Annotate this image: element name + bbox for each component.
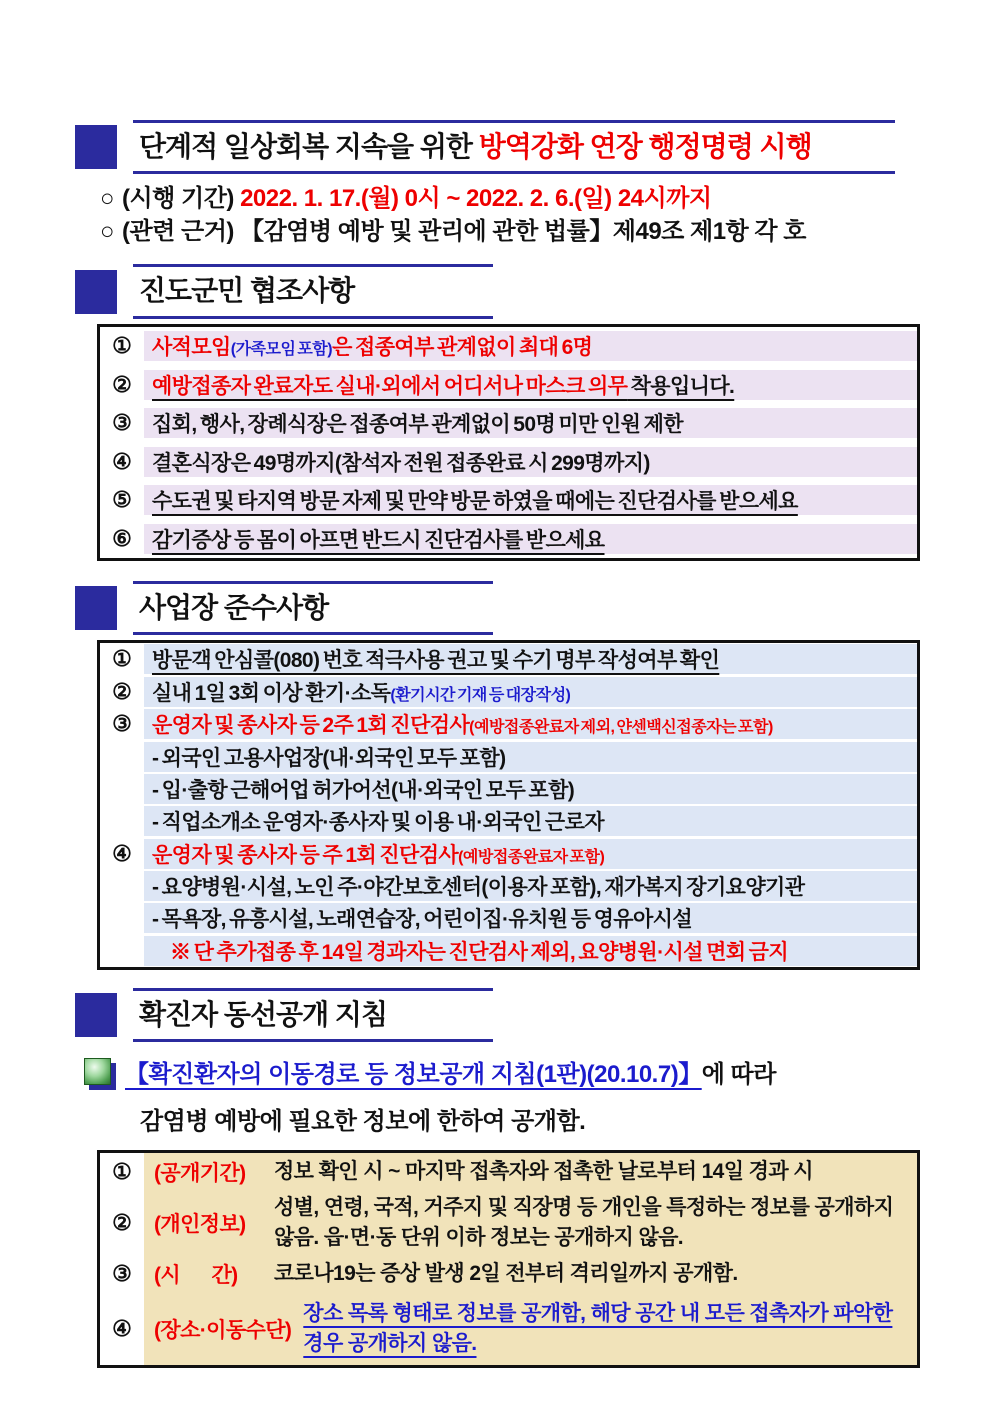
top-bullets (100, 182, 992, 248)
section-title: 확진자 동선공개 지침 (139, 999, 387, 1031)
circled-number: ① (100, 1153, 144, 1191)
route-line2: 감염병 예방에 필요한 정보에 한하여 공개함. (140, 1108, 586, 1136)
route-section-header (75, 988, 992, 1042)
section-title: 진도군민 협조사항 (139, 275, 355, 307)
list-item (100, 740, 917, 772)
item-note: ※ 단 추가접종 후 14일 경과자는 진단검사 제외, 요양병원·시설 면회 금지 (170, 940, 789, 964)
item-paren: (예방접종완료자 포함) (458, 848, 605, 866)
circled-number: ⑥ (100, 519, 144, 558)
list-item (100, 935, 917, 967)
item-paren: (환기시간 기재 등 대장작성) (390, 686, 571, 704)
row-text: 장소 목록 형태로 정보를 공개함, 해당 공간 내 모든 접촉자가 파악한 경우 공개하지 않음. (303, 1302, 893, 1356)
circled-number: ③ (100, 404, 144, 443)
list-item (100, 404, 917, 443)
table-row (100, 1293, 917, 1365)
row-label: (개인정보) (154, 1213, 246, 1237)
list-item (100, 519, 917, 558)
guideline-reference: 【확진환자의 이동경로 등 정보공개 지침(1판)(20.10.7)】 (125, 1061, 702, 1089)
list-item (100, 902, 917, 934)
row-label: (공개기간) (154, 1162, 246, 1186)
circled-number: ② (100, 676, 144, 708)
list-item (100, 365, 917, 404)
row-label: (장소·이동수단) (154, 1319, 292, 1343)
list-item (100, 838, 917, 870)
cooperation-section-header (75, 264, 992, 318)
circled-number: ① (100, 643, 144, 675)
item-text: - 요양병원·시설, 노인 주·야간보호센터(이용자 포함), 재가복지 장기요양기관 (152, 876, 805, 900)
item-text: - 외국인 고용사업장(내·외국인 모두 포함) (152, 746, 506, 770)
circle-bullet-icon: ○ (100, 185, 114, 213)
list-item (100, 676, 917, 708)
main-title-rule (133, 120, 895, 174)
item-text: 집회, 행사, 장례식장은 접종여부 관계없이 50명 미만 인원 제한 (152, 413, 683, 437)
item-text: 예방접종자 완료자도 실내·외에서 어디서나 마스크 의무 (152, 374, 628, 398)
circle-bullet-icon: ○ (100, 218, 114, 246)
section-marker-square-icon (75, 270, 117, 314)
page-title-black: 단계적 일상회복 지속을 위한 (139, 131, 479, 162)
item-text: 운영자 및 종사자 등 주 1회 진단검사 (152, 843, 459, 867)
list-item (100, 442, 917, 481)
bullet-label: (시행 기간) (122, 185, 241, 213)
item-text: 감기증상 등 몸이 아프면 반드시 진단검사를 받으세요 (152, 528, 605, 552)
list-item (100, 870, 917, 902)
item-paren: (가족모임 포함) (230, 341, 333, 359)
item-text: 결혼식장은 49명까지(참석자 전원 접종완료 시 299명까지) (152, 451, 650, 475)
item-paren: (예방접종완료자 제외, 얀센백신접종자는 포함) (469, 719, 773, 737)
page-title (139, 129, 895, 165)
section-title-rule (133, 264, 493, 318)
item-text: 방문객 안심콜(080) 번호 적극사용 권고 및 수기 명부 작성여부 확인 (152, 649, 720, 673)
section-marker-square-icon (75, 993, 117, 1037)
bullet-label: (관련 근거) (122, 218, 241, 246)
section-marker-square-icon (75, 125, 117, 169)
item-text: 사적모임 (152, 336, 231, 360)
section-marker-square-icon (75, 586, 117, 630)
circled-number: ④ (100, 838, 144, 870)
list-item (100, 643, 917, 675)
list-item (100, 481, 917, 520)
item-text: - 목욕장, 유흥시설, 노래연습장, 어린이집·유치원 등 영유아시설 (152, 908, 693, 932)
cooperation-box (97, 324, 920, 561)
circled-number: ② (100, 1191, 144, 1255)
circled-number: ③ (100, 1255, 144, 1293)
circled-number: ⑤ (100, 481, 144, 520)
item-text: 실내 1일 3회 이상 환기·소독 (152, 681, 391, 705)
row-label: (시 간) (154, 1264, 238, 1288)
bullet-value: 【감염병 예방 및 관리에 관한 법률】제49조 제1항 각 호 (240, 218, 806, 246)
list-item (100, 327, 917, 366)
table-row (100, 1153, 917, 1191)
section-title: 사업장 준수사항 (139, 591, 329, 623)
table-row (100, 1191, 917, 1255)
item-text: - 직업소개소 운영자·종사자 및 이용 내·외국인 근로자 (152, 811, 604, 835)
item-text: 운영자 및 종사자 등 2주 1회 진단검사 (152, 714, 470, 738)
circled-number: ① (100, 327, 144, 366)
circled-number: ③ (100, 708, 144, 740)
route-guideline (84, 1054, 992, 1136)
circled-number: ④ (100, 442, 144, 481)
route-line1 (84, 1054, 992, 1089)
bullet-value: 2022. 1. 17.(월) 0시 ~ 2022. 2. 6.(일) 24시까지 (240, 185, 712, 213)
table-row (100, 1255, 917, 1293)
row-text: 성별, 연령, 국적, 거주지 및 직장명 등 개인을 특정하는 정보를 공개하지 않음. 읍·면·동 단위 이하 정보는 공개하지 않음. (274, 1196, 894, 1250)
workplace-box (97, 640, 920, 970)
section-title-rule (133, 581, 493, 635)
item-text: 착용입니다. (627, 374, 735, 398)
item-text: 수도권 및 타지역 방문 자제 및 만약 방문 하였을 때에는 진단검사를 받으세요 (152, 490, 798, 514)
row-text: 코로나19는 증상 발생 2일 전부터 격리일까지 공개함. (274, 1262, 738, 1286)
disclosure-table (97, 1150, 920, 1368)
section-title-rule (133, 988, 493, 1042)
item-text: 은 접종여부 관계없이 최대 6명 (332, 336, 593, 360)
list-item (100, 708, 917, 740)
green-square-bullet-icon (84, 1058, 111, 1085)
bullet-enforcement-period (100, 182, 992, 215)
list-item (100, 805, 917, 837)
circled-number: ④ (100, 1293, 144, 1365)
page-title-red: 방역강화 연장 행정명령 시행 (478, 131, 812, 162)
list-item (100, 773, 917, 805)
item-text: - 입·출항 근해어업 허가어선(내·외국인 모두 포함) (152, 778, 575, 802)
row-text: 정보 확인 시 ~ 마지막 접촉자와 접촉한 날로부터 14일 경과 시 (274, 1160, 813, 1184)
main-title-section (75, 120, 992, 174)
guideline-suffix: 에 따라 (701, 1061, 776, 1089)
workplace-section-header (75, 581, 992, 635)
bullet-legal-basis (100, 215, 992, 248)
circled-number: ② (100, 365, 144, 404)
